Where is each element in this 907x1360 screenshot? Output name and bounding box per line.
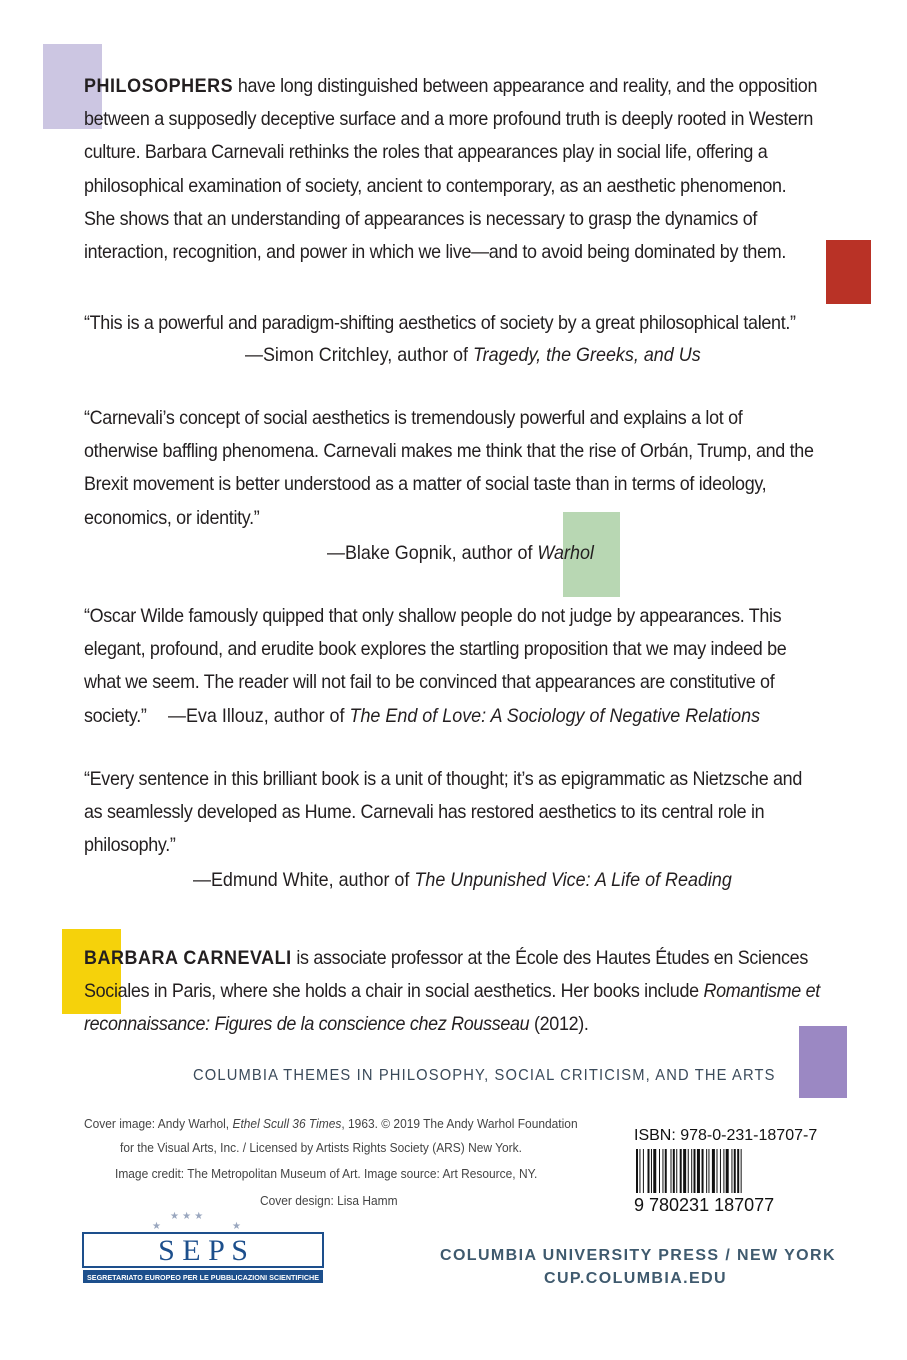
quote-3-role: , author of	[263, 705, 350, 727]
barcode	[634, 1149, 820, 1213]
series-title: COLUMBIA THEMES IN PHILOSOPHY, SOCIAL CRITICISM, AND THE ARTS	[193, 1067, 776, 1084]
bio-book: Romantisme et reconnaissance: Figures de la conscience chez Rousseau	[84, 980, 820, 1036]
quote-1-author: —Simon Critchley	[245, 344, 388, 366]
bio-text: is associate professor at the École des Hautes Études en Sciences Sociales in Paris, where she holds a chair in social aesthetics. Her books include	[84, 947, 808, 1003]
quote-1-attribution	[245, 344, 701, 367]
credit-line-3: Image credit: The Metropolitan Museum of Art. Image source: Art Resource, NY.	[115, 1166, 538, 1181]
quote-4-author: —Edmund White	[193, 869, 329, 891]
quote-4-attribution	[193, 869, 732, 892]
quote-3-work: The End of Love: A Sociology of Negative Relations	[349, 705, 761, 727]
quote-3: “Oscar Wilde famously quipped that only shallow people do not judge by appearances. This elegant, profound, and erudite book explores the startling proposition that we may indeed be what we seem. The reader will not fail to be convinced that appearances are constitutive of society.”	[84, 605, 787, 727]
author-name: BARBARA CARNEVALI	[84, 947, 292, 969]
credit-line-4: Cover design: Lisa Hamm	[260, 1193, 398, 1208]
svg-text:★: ★	[152, 1221, 161, 1232]
credit-line-1	[84, 1112, 578, 1136]
quote-4-role: , author of	[328, 869, 415, 891]
credit-line-1-work: Ethel Scull 36 Times	[232, 1116, 342, 1131]
seps-letters: S E P S	[158, 1234, 248, 1267]
quote-1-role: , author of	[387, 344, 474, 366]
quote-2-attribution	[327, 542, 594, 565]
quote-3-author: —Eva Illouz	[168, 705, 264, 727]
publisher-url: CUP.COLUMBIA.EDU	[544, 1270, 728, 1287]
publisher-name: COLUMBIA UNIVERSITY PRESS / NEW YORK	[440, 1247, 836, 1264]
quote-2: “Carnevali’s concept of social aesthetics is tremendously powerful and explains a lot of otherwise baffling phenomena. Carnevali makes me think that the rise of Orbán, Trump, and the Brexit movement is better understood as a matter of social taste than in terms of ideology, economics, or identity.”	[84, 407, 814, 529]
blurb-text: have long distinguished between appearance and reality, and the opposition between a supposedly deceptive surface and a more profound truth is deeply rooted in Western culture. Barbara Carnevali rethinks the roles that appearances play in social life, offering a philosophical examination of society, ancient to contemporary, as an aesthetic phenomenon. She shows that an understanding of appearances is necessary to grasp the dynamics of interaction, recognition, and power in which we live—and to avoid being dominated by them.	[84, 75, 818, 264]
seps-subtitle: SEGRETARIATO EUROPEO PER LE PUBBLICAZIONI SCIENTIFICHE	[86, 1273, 320, 1282]
svg-text:★: ★	[232, 1221, 241, 1232]
blurb-lead: PHILOSOPHERS	[84, 75, 234, 97]
quote-1-work: Tragedy, the Greeks, and Us	[473, 344, 701, 366]
credit-line-2: for the Visual Arts, Inc. / Licensed by Artists Rights Society (ARS) New York.	[120, 1140, 522, 1155]
quote-4-work: The Unpunished Vice: A Life of Reading	[414, 869, 732, 891]
credit-line-1-a: Cover image: Andy Warhol,	[84, 1116, 233, 1131]
quote-3-attribution	[168, 705, 760, 728]
seps-logo	[82, 1209, 324, 1285]
quote-1: “This is a powerful and paradigm-shifting aesthetics of society by a great philosophical talent.”	[84, 312, 796, 334]
quote-2-role: , author of	[451, 542, 538, 564]
credit-line-1-b: , 1963. © 2019 The Andy Warhol Foundation	[341, 1116, 578, 1131]
bio-year: (2012).	[529, 1013, 589, 1036]
author-bio	[84, 942, 820, 1042]
barcode-digits: 9 780231 187077	[634, 1195, 775, 1213]
isbn-label: ISBN: 978-0-231-18707-7	[634, 1127, 818, 1144]
book-blurb	[84, 70, 820, 269]
svg-text:★ ★ ★: ★ ★ ★	[170, 1211, 204, 1222]
decorative-red-square	[826, 240, 871, 304]
quote-2-author: —Blake Gopnik	[327, 542, 452, 564]
quote-4: “Every sentence in this brilliant book is a unit of thought; it’s as epigrammatic as Nietzsche and as seamlessly developed as Hume. Carnevali has restored aesthetics to its central role in philosophy.”	[84, 768, 802, 857]
quote-2-work: Warhol	[537, 542, 594, 564]
